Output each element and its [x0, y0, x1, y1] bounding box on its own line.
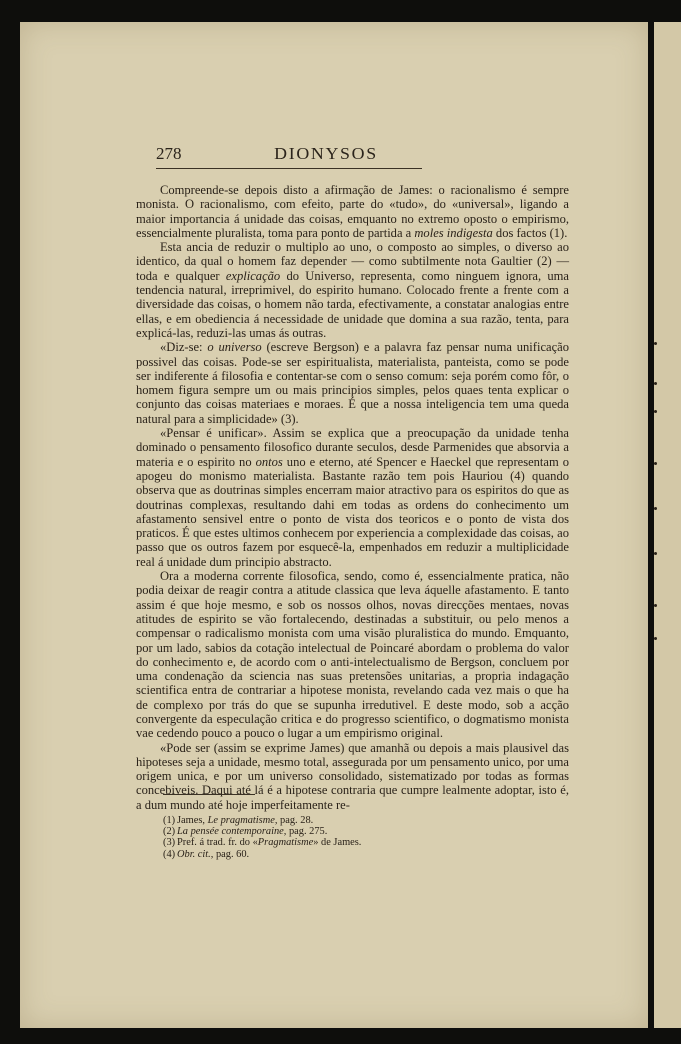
paragraph: [136, 426, 569, 569]
paragraph: [136, 240, 569, 340]
text-run: «Pode ser (assim se exprime James) que amanhã ou depois a mais plausivel das hipoteses seja a unidade, mesmo total, assegurada por um pensamento unico, por uma origem unica, e por um universo consolidado, sistematizado por todas as formas concebiveis. Daqui até lá é a hipotese contraria que cumpre lealmente adoptar, isto é, a dum mundo até hoje imperfeitamente re-: [136, 740, 569, 812]
page-number: 278: [156, 144, 182, 163]
footnote: [163, 826, 463, 837]
adjacent-page-marks: [654, 342, 658, 642]
footnote: [163, 837, 463, 848]
footnote: [163, 815, 463, 826]
text-run: uno e eterno, até Spencer e Haeckel que representam o apogeu do monismo materialista. Bastante razão tem pois Hauriou (4) quando observa que as doutrinas simples encerram maior atractivo para os espiritos do que as doutrinas complexas, resultando dahi em todas as ordens do conhecimento um afastamento sensivel entre o ponto de vista dos teoricos e o ponto de vista dos praticos. É que estes ultimos conhecem por experiencia a complexidade das coisas, ao passo que os outros fazem por esquecê-la, empenhados em reduzir a multiplicidade real á unidade dum principio abstracto.: [136, 454, 570, 569]
italic-text: o universo: [207, 340, 262, 355]
text-run: Ora a moderna corrente filosofica, sendo, como é, essencialmente pratica, não podia deixar de reagir contra a atitude classica que leva áquelle afastamento. E tanto assim é que hoje mesmo, e sob os nossos olhos, novas direcções mentaes, novas atitudes de espirito se vão fortalecendo, destinadas a substituir, ou pelo menos a compensar o radicalismo monista com uma visão pluralistica do mundo. Emquanto, por um lado, sabios da cotação intelectual de Poincaré abordam o problema do valor do conhecimento e, de acordo com o anti-intelectualismo de Bergson, concluem por uma condenação da sciencia nas suas pretensões unitarias, a propria indagação scientifica entra de contrariar a hipotese monista, revelando cada vez mais o que ha de complexo por trás do que se supunha irredutivel. E deste modo, sob a acção convergente da especulação critica e do progresso scientifico, o dogmatismo monista vae cedendo pouco a pouco o lugar a um empirismo original.: [136, 569, 569, 741]
adjacent-page-edge: [654, 22, 681, 1028]
paragraph: [136, 569, 569, 741]
text-run: pag. 28.: [277, 815, 314, 826]
paragraph: [136, 183, 569, 240]
body-text: [136, 183, 569, 812]
text-run: «Pensar é unificar». Assim se explica que a preocupação da unidade tenha dominado o pensamento filosofico durante seculos, desde Parmenides que absorvia a materia e o espirito no: [136, 426, 569, 469]
footnotes: [163, 815, 463, 860]
italic-text: Obr. cit.,: [177, 848, 214, 860]
footnote-mark: (4): [163, 848, 176, 860]
footnote-mark: (1): [163, 815, 176, 826]
italic-text: Pragmatisme: [257, 837, 314, 849]
text-run: (escreve Bergson) e a palavra faz pensar numa unificação possivel das coisas. Pode-se ser espiritualista, materialista, panteista, como se pode ser indiferente á filosofia e contentar-se com o senso comum: seja porém como fôr, o homem figura sempre um ou mais principios simples, pelos quaes tenta explicar o conjunto das coisas materiaes e moraes. É que a nossa inteligencia tem uma queda natural para a simplicidade» (3).: [136, 340, 569, 426]
text-run: James,: [177, 815, 208, 826]
italic-text: La pensée contemporaine,: [177, 826, 287, 838]
page-header: [156, 144, 422, 169]
paragraph: [136, 741, 569, 812]
text-run: «Diz-se:: [160, 340, 208, 355]
running-title: DIONYSOS: [274, 144, 378, 163]
footnote-mark: (3): [163, 837, 176, 849]
footnote-rule: [163, 794, 255, 795]
text-run: do Universo, representa, como ninguem ignora, uma tendencia natural, irreprimivel, do espirito humano. Colocado frente a frente com a diversidade das coisas, o homem não tarda, efectivamente, a constatar analogias entre ellas, e em obediencia á necessidade de unidade que domina a sua razão, tenta, para explicá-las, reduzi-las umas ás outras.: [136, 268, 569, 340]
italic-text: Le pragmatisme,: [207, 815, 278, 826]
italic-text: explicação: [225, 268, 281, 283]
text-run: Compreende-se depois disto a afirmação de James: o racionalismo é sempre monista. O racionalismo, com efeito, parte do «tudo», do «universal», ligando a maior importancia á unidade das coisas, emquanto no extremo oposto o empirismo, essencialmente pluralista, toma para ponto de partida a: [136, 183, 569, 240]
text-run: pag. 275.: [286, 826, 328, 838]
italic-text: moles indigesta: [414, 225, 493, 240]
footnote: [163, 849, 463, 860]
text-run: Esta ancia de reduzir o multiplo ao uno, o composto ao simples, o diverso ao identico, da qual o homem faz depender — como subtilmente nota Gaultier (2) — toda e qualquer: [136, 240, 569, 283]
italic-text: ontos: [255, 454, 283, 469]
text-run: Pref. á trad. fr. do «: [177, 837, 258, 849]
text-run: pag. 60.: [213, 848, 250, 860]
text-run: dos factos (1).: [492, 225, 568, 240]
footnote-mark: (2): [163, 826, 176, 838]
paragraph: [136, 340, 569, 426]
text-run: » de James.: [313, 837, 362, 849]
